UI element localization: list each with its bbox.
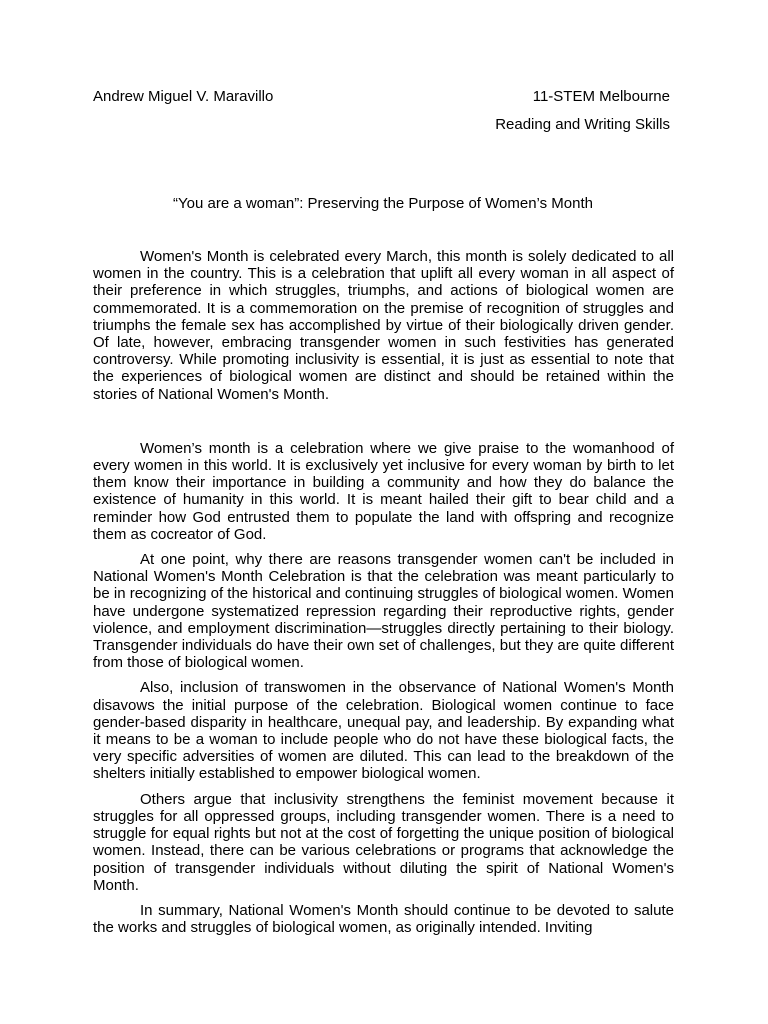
paragraph-1: Women's Month is celebrated every March, this month is solely dedicated to all women in the country. This is a celebration that uplift all every woman in all aspect of their preference in which struggles, triumphs, and actions of biological women are commemorated. It is a commemoration on the premise of recognition of struggles and triumphs the female sex has accomplished by virtue of their biologically driven gender. Of late, however, embracing transgender women in such festivities has generated controversy. While promoting inclusivity is essential, it is just as essential to note that the experiences of biological women are distinct and should be retained within the stories of National Women's Month.: [93, 248, 674, 403]
author-name: Andrew Miguel V. Maravillo: [93, 88, 274, 105]
subject-name: Reading and Writing Skills: [495, 116, 670, 133]
paragraph-3: At one point, why there are reasons transgender women can't be included in National Women's Month Celebration is that the celebration was meant particularly to be in recognizing of the historical and continuing struggles of biological women. Women have undergone systematized repression regarding their reproductive rights, gender violence, and employment discrimination—struggles directly pertaining to their biology. Transgender individuals do have their own set of challenges, but they are quite different from those of biological women.: [93, 551, 674, 672]
class-section: 11-STEM Melbourne: [532, 88, 670, 105]
paragraph-2: Women’s month is a celebration where we give praise to the womanhood of every women in this world. It is exclusively yet inclusive for every woman by birth to let them know their importance in building a community and how they do balance the existence of humanity in this world. It is meant hailed their gift to bear child and a reminder how God entrusted them to populate the land with offspring and recognize them as cocreator of God.: [93, 439, 674, 543]
essay-title: “You are a woman”: Preserving the Purpose of Women’s Month: [173, 195, 593, 212]
paragraph-5: Others argue that inclusivity strengthens the feminist movement because it struggles for all oppressed groups, including transgender women. There is a need to struggle for equal rights but not at the cost of forgetting the unique position of biological women. Instead, there can be various celebrations or programs that acknowledge the position of transgender individuals without diluting the spirit of National Women's Month.: [93, 790, 674, 894]
essay-body: [93, 248, 674, 936]
paragraph-6: In summary, National Women's Month should continue to be devoted to salute the works and struggles of biological women, as originally intended. Inviting: [93, 901, 674, 937]
paragraph-4: Also, inclusion of transwomen in the observance of National Women's Month disavows the initial purpose of the celebration. Biological women continue to face gender-based disparity in healthcare, unequal pay, and leadership. By expanding what it means to be a woman to include people who do not have these biological facts, the very specific adversities of women are diluted. This can lead to the breakdown of the shelters initially established to empower biological women.: [93, 679, 674, 783]
